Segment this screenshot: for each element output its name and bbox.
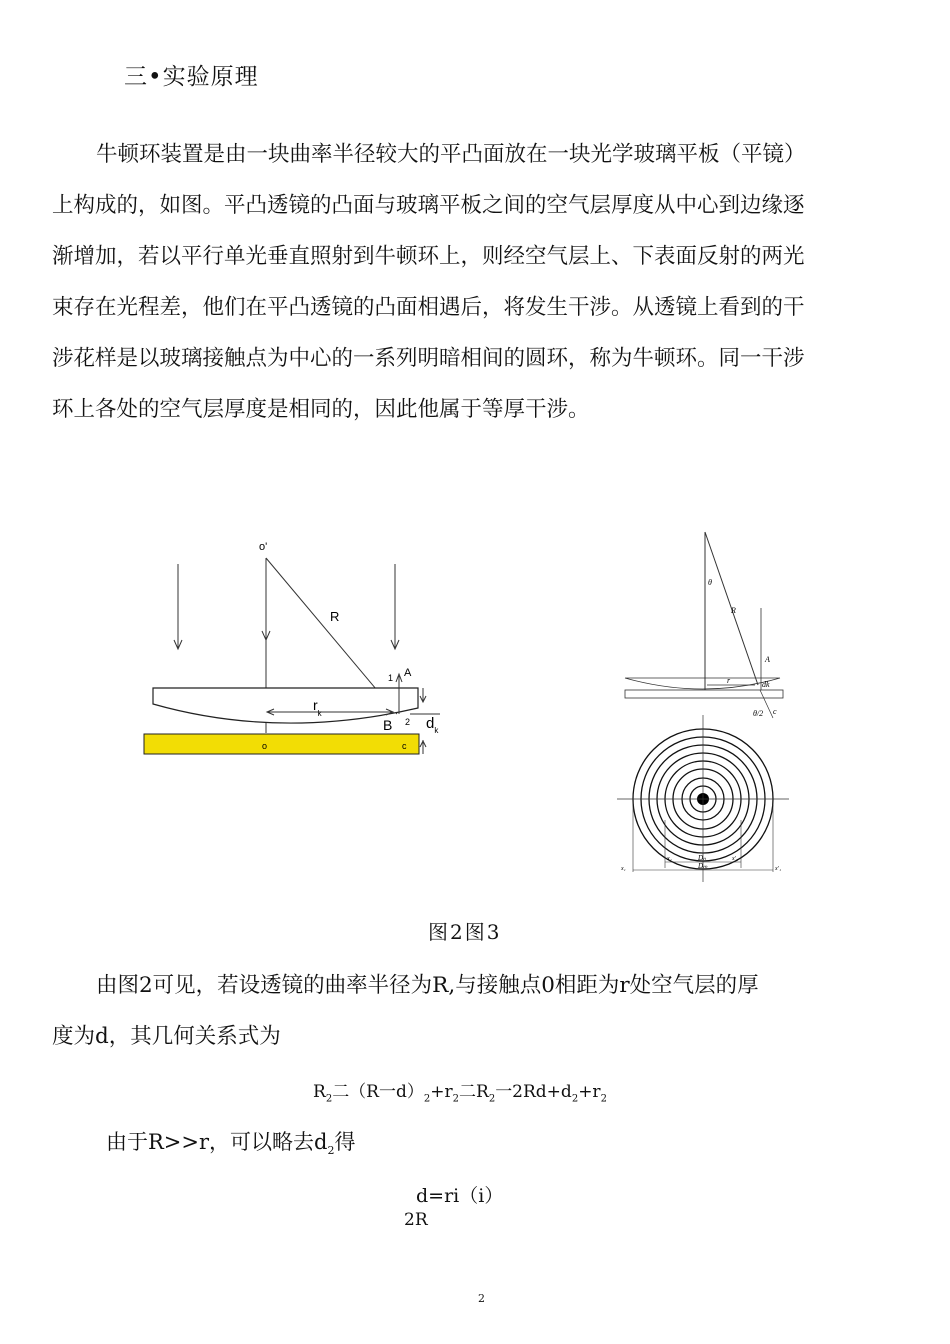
label-origin: o <box>262 741 268 751</box>
label-b: B <box>383 717 393 733</box>
paragraph-approximation: 由于R>>r，可以略去$d_2$得 <box>106 1130 356 1158</box>
paragraph-line: 牛顿环装置是由一块曲率半径较大的平凸面放在一块光学玻璃平板（平镜） <box>96 142 806 167</box>
lens-outline <box>625 678 780 689</box>
label-x1: x₁ <box>621 866 626 872</box>
label-o-prime: o' <box>259 541 268 553</box>
plano-convex-lens <box>153 688 418 723</box>
label-c: c <box>402 741 407 751</box>
figure-2-apparatus <box>140 528 440 768</box>
paragraph-line: 由图2可见，若设透镜的曲率半径为R,与接触点0相距为r处空气层的厚 <box>96 973 759 998</box>
label-dk: $d_k$ <box>426 715 439 735</box>
label-x1-prime: x'₁ <box>775 866 782 872</box>
label-x2-prime: x'₂ <box>732 856 739 862</box>
figure-caption: 图2图3 <box>428 920 502 944</box>
paragraph-line: 涉花样是以玻璃接触点为中心的一系列明暗相间的圆环，称为牛顿环。同一干涉 <box>52 346 805 371</box>
paragraph-principle <box>52 129 902 435</box>
paragraph-line: 度为d，其几何关系式为 <box>52 1024 281 1049</box>
label-ray-2: 2 <box>405 717 411 727</box>
equation-thickness-denominator: 2R <box>404 1210 428 1230</box>
label-ray-1: 1 <box>388 673 394 683</box>
section-heading: 三•实验原理 <box>124 64 259 90</box>
label-a: A <box>404 667 412 679</box>
label-dk: dk <box>762 680 770 689</box>
equation-geometry: $R_2$二（R一$d)_2+r_2$二$R_2$一$2Rd+d_2+r_2$ <box>313 1082 607 1105</box>
paragraph-geometry <box>52 960 902 1062</box>
label-rk: $r_k$ <box>313 697 322 718</box>
glass-plate <box>625 690 783 698</box>
paragraph-line: 渐增加，若以平行单光垂直照射到牛顿环上，则经空气层上、下表面反射的两光 <box>52 244 805 269</box>
label-r: r <box>727 676 731 685</box>
label-a: A <box>765 655 770 664</box>
label-radius: R <box>330 609 340 624</box>
page-number: 2 <box>478 1292 485 1305</box>
label-theta: θ <box>708 578 712 587</box>
label-dm: Dₘ <box>698 862 708 870</box>
label-x2: x₂ <box>667 856 672 862</box>
paragraph-line: 束存在光程差，他们在平凸透镜的凸面相遇后，将发生干涉。从透镜上看到的干 <box>52 295 805 320</box>
label-radius: R <box>731 606 736 615</box>
label-theta-half: θ/2 <box>753 709 764 718</box>
label-dn: Dₙ <box>698 854 706 862</box>
glass-plate <box>144 734 419 754</box>
label-c: c <box>773 707 777 716</box>
paragraph-line: 环上各处的空气层厚度是相同的，因此他属于等厚干涉。 <box>52 397 590 422</box>
figure-3-rings <box>615 520 790 910</box>
incident-ray-right <box>391 564 399 649</box>
incident-ray-left <box>174 564 182 649</box>
paragraph-line: 上构成的，如图。平凸透镜的凸面与玻璃平板之间的空气层厚度从中心到边缘逐 <box>52 193 805 218</box>
equation-thickness: d=ri（i） <box>416 1185 504 1207</box>
